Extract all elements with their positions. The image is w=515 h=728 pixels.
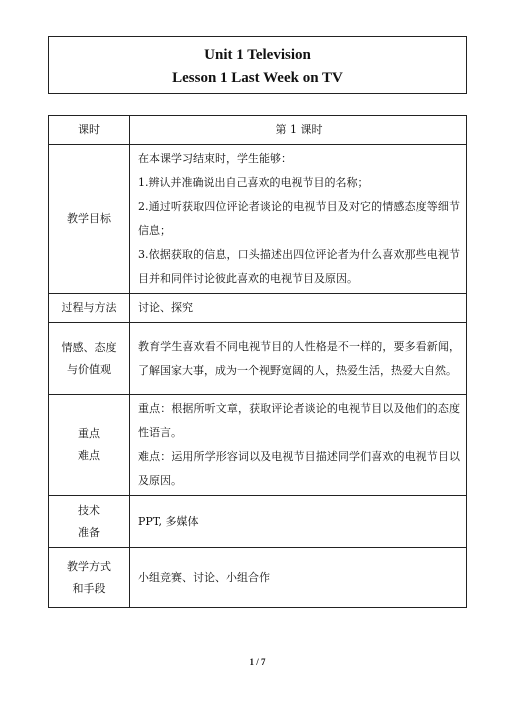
lesson-title-box xyxy=(48,36,467,94)
tech-label xyxy=(49,496,130,548)
objective-line: 在本课学习结束时，学生能够： xyxy=(138,152,292,165)
process-label: 过程与方法 xyxy=(49,294,130,323)
emotion-label-line2: 与价值观 xyxy=(67,362,111,376)
methods-label-line1: 教学方式 xyxy=(67,559,111,573)
unit-title: Unit 1 Television xyxy=(204,47,311,63)
table-row-process xyxy=(49,294,467,323)
key-points-label xyxy=(49,395,130,496)
lesson-title: Lesson 1 Last Week on TV xyxy=(172,70,343,86)
key-points-content xyxy=(130,395,467,496)
difficult-point-text: 难点：运用所学形容词以及电视节目描述同学们喜欢的电视节目以及原因。 xyxy=(138,450,460,487)
page-number: 1 / 7 xyxy=(249,657,266,667)
table-row-period xyxy=(49,116,467,145)
tech-label-line2: 准备 xyxy=(78,525,100,539)
table-row-tech xyxy=(49,496,467,548)
lesson-plan-table xyxy=(48,115,467,608)
table-row-objectives xyxy=(49,145,467,294)
key-label: 重点 xyxy=(78,427,100,440)
methods-label xyxy=(49,548,130,608)
methods-value: 小组竞赛、讨论、小组合作 xyxy=(130,548,467,608)
tech-value: PPT, 多媒体 xyxy=(130,496,467,548)
objectives-content xyxy=(130,145,467,294)
objective-line: 3.依据获取的信息，口头描述出四位评论者为什么喜欢那些电视节目并和同伴讨论彼此喜欢的电视节目及原因。 xyxy=(138,248,460,285)
emotion-label-line1: 情感、态度 xyxy=(61,340,117,354)
key-point-text: 重点：根据所听文章，获取评论者谈论的电视节目以及他们的态度性语言。 xyxy=(138,402,460,439)
table-row-methods xyxy=(49,548,467,608)
methods-label-line2: 和手段 xyxy=(72,581,106,595)
emotion-value: 教育学生喜欢看不同电视节目的人性格是不一样的，要多看新闻，了解国家大事，成为一个视野宽阔的人，热爱生活，热爱大自然。 xyxy=(130,323,467,395)
difficult-label: 难点 xyxy=(78,449,100,462)
process-value: 讨论、探究 xyxy=(130,294,467,323)
period-label: 课时 xyxy=(49,116,130,145)
objectives-label: 教学目标 xyxy=(49,145,130,294)
objective-line: 2.通过听获取四位评论者谈论的电视节目及对它的情感态度等细节信息； xyxy=(138,200,460,237)
emotion-label xyxy=(49,323,130,395)
period-value: 第 1 课时 xyxy=(130,116,467,145)
table-row-emotion xyxy=(49,323,467,395)
objective-line: 1.辨认并准确说出自己喜欢的电视节目的名称； xyxy=(138,176,369,189)
table-row-key-points xyxy=(49,395,467,496)
tech-label-line1: 技术 xyxy=(78,503,100,517)
